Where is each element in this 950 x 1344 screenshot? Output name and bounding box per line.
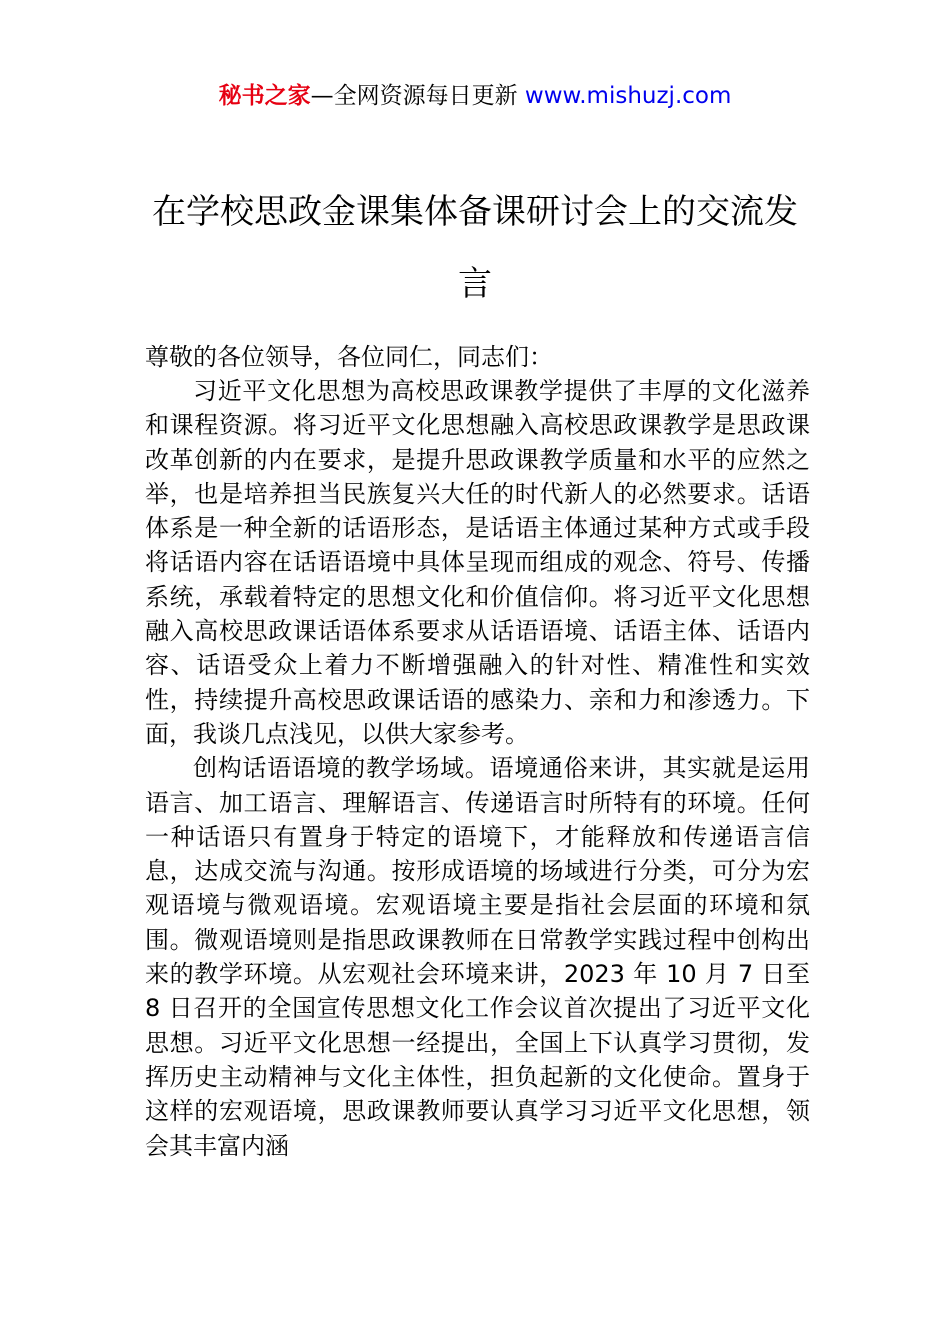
document-body xyxy=(145,374,810,1163)
site-url-link[interactable]: www.mishuzj.com xyxy=(524,83,732,109)
document-title: 在学校思政金课集体备课研讨会上的交流发言 xyxy=(152,192,798,304)
site-tagline: —全网资源每日更新 xyxy=(310,83,525,109)
body-paragraph-2: 创构话语语境的教学场域。语境通俗来讲，其实就是运用语言、加工语言、理解语言、传递语言时所特有的环境。任何一种话语只有置身于特定的语境下，才能释放和传递语言信息，达成交流与沟通。按形成语境的场域进行分类，可分为宏观语境与微观语境。宏观语境主要是指社会层面的环境和氛围。微观语境则是指思政课教师在日常教学实践过程中创构出来的教学环境。从宏观社会环境来讲，2023 年 10 月 7 日至 8 日召开的全国宣传思想文化工作会议首次提出了习近平文化思想。习近平文化思想一经提出，全国上下认真学习贯彻，发挥历史主动精神与文化主体性，担负起新的文化使命。置身于这样的宏观语境，思政课教师要认真学习习近平文化思想，领会其丰富内涵 xyxy=(145,754,810,1160)
salutation: 尊敬的各位领导，各位同仁，同志们： xyxy=(145,343,553,371)
site-brand: 秘书之家 xyxy=(218,83,311,109)
body-paragraph-1: 习近平文化思想为高校思政课教学提供了丰厚的文化滋养和课程资源。将习近平文化思想融入高校思政课教学是思政课改革创新的内在要求，是提升思政课教学质量和水平的应然之举，也是培养担当民族复兴大任的时代新人的必然要求。话语体系是一种全新的话语形态，是话语主体通过某种方式或手段将话语内容在话语语境中具体呈现而组成的观念、符号、传播系统，承载着特定的思想文化和价值信仰。将习近平文化思想融入高校思政课话语体系要求从话语语境、话语主体、话语内容、话语受众上着力不断增强融入的针对性、精准性和实效性，持续提升高校思政课话语的感染力、亲和力和渗透力。下面，我谈几点浅见，以供大家参考。 xyxy=(145,377,810,748)
site-header xyxy=(0,81,950,111)
